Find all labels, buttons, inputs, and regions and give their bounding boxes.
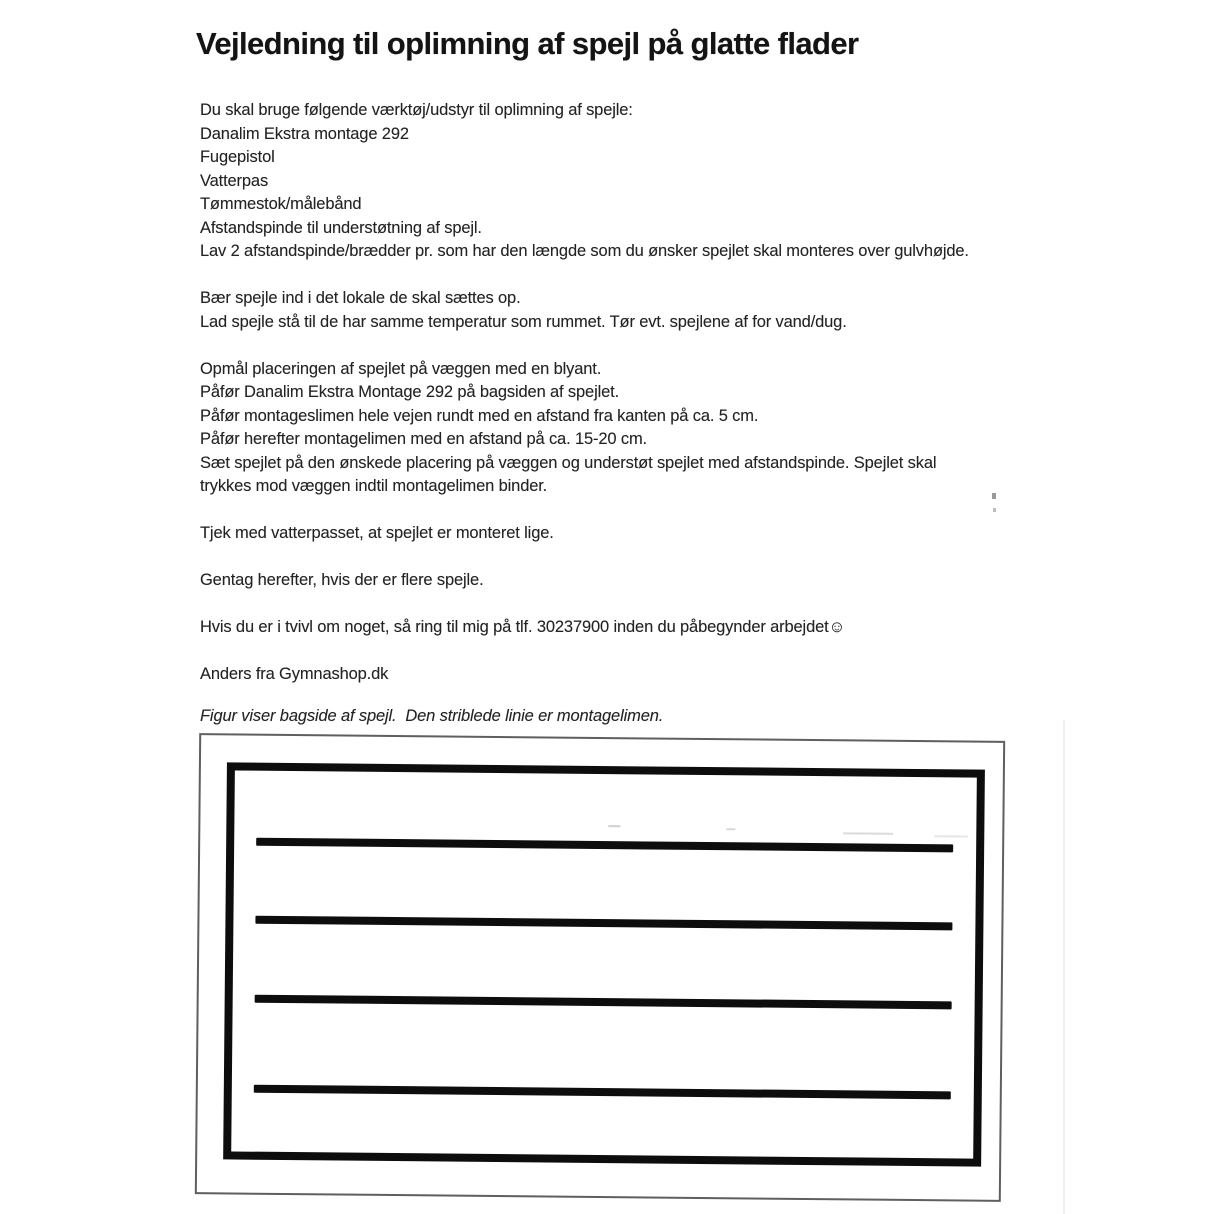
text-line: Fugepistol bbox=[200, 148, 275, 166]
scan-artifact bbox=[993, 508, 996, 512]
document-title: Vejledning til oplimning af spejl på glatte flader bbox=[196, 26, 859, 61]
text-line: Lav 2 afstandspinde/brædder pr. som har den længde som du ønsker spejlet skal monteres over gulvhøjde. bbox=[200, 242, 969, 260]
text-line: Påfør Danalim Ekstra Montage 292 på bagsiden af spejlet. bbox=[200, 383, 620, 401]
text-line: Sæt spejlet på den ønskede placering på væggen og understøt spejlet med afstandspinde. Spejlet skal bbox=[200, 453, 937, 472]
text-line: Vatterpas bbox=[200, 171, 269, 190]
text-line: Påfør herefter montagelimen med en afstand på ca. 15-20 cm. bbox=[200, 430, 647, 448]
text-line: Du skal bruge følgende værktøj/udstyr til oplimning af spejle: bbox=[200, 101, 633, 119]
text-line: Hvis du er i tvivl om noget, så ring til mig på tlf. 30237900 inden du påbegynder arbejdet☺ bbox=[200, 618, 846, 636]
scan-artifact bbox=[992, 493, 996, 499]
scan-artifact bbox=[934, 835, 968, 837]
contact-paragraph bbox=[200, 616, 969, 640]
scan-artifact bbox=[608, 825, 620, 827]
mirror-back-outline bbox=[223, 762, 985, 1166]
text-line: Tjek med vatterpasset, at spejlet er monteret lige. bbox=[200, 524, 554, 542]
level-check-paragraph bbox=[200, 522, 969, 546]
text-line: Tømmestok/målebånd bbox=[200, 195, 362, 213]
mounting-steps-paragraph bbox=[200, 358, 969, 499]
scan-artifact bbox=[726, 828, 735, 830]
text-line: Anders fra Gymnashop.dk bbox=[200, 665, 389, 683]
mirror-figure bbox=[195, 733, 1005, 1202]
acclimatize-paragraph bbox=[200, 287, 969, 334]
scan-artifact bbox=[1063, 720, 1065, 1214]
document-body bbox=[200, 99, 969, 752]
text-line: Lad spejle stå til de har samme temperatur som rummet. Tør evt. spejlene af for vand/dug. bbox=[200, 312, 847, 331]
text-line: Opmål placeringen af spejlet på væggen med en blyant. bbox=[200, 359, 602, 378]
text-line: Påfør montageslimen hele vejen rundt med en afstand fra kanten på ca. 5 cm. bbox=[200, 406, 759, 425]
text-line: Bær spejle ind i det lokale de skal sættes op. bbox=[200, 289, 521, 307]
tools-list-paragraph bbox=[200, 99, 969, 264]
text-line: trykkes mod væggen indtil montagelimen binder. bbox=[200, 477, 548, 495]
text-line: Gentag herefter, hvis der er flere spejle. bbox=[200, 571, 484, 589]
text-line: Afstandspinde til understøtning af spejl. bbox=[200, 218, 482, 237]
figure-caption: Figur viser bagside af spejl. Den striblede linie er montagelimen. bbox=[200, 707, 664, 725]
repeat-paragraph bbox=[200, 569, 969, 593]
text-line: Danalim Ekstra montage 292 bbox=[200, 124, 409, 143]
signature-paragraph bbox=[200, 663, 969, 687]
